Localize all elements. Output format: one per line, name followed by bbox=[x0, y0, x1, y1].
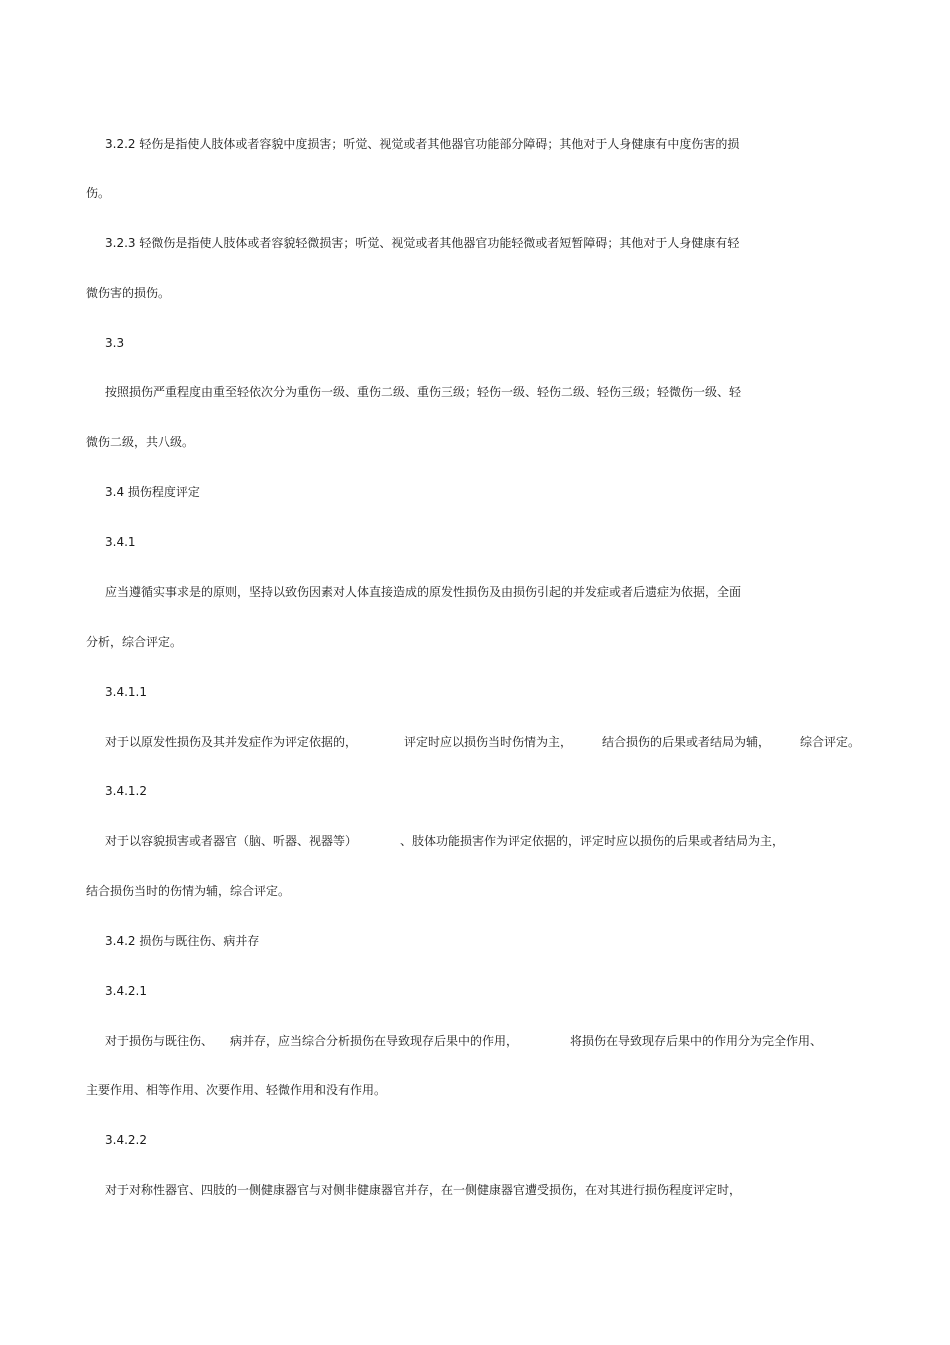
section-heading-3-4-2: 3.4.2 损伤与既往伤、病并存 bbox=[105, 934, 260, 948]
section-number-3-4-1-1: 3.4.1.1 bbox=[105, 685, 147, 699]
paragraph-3-4-2-1-line-1 bbox=[0, 1033, 950, 1049]
section-number-3-3: 3.3 bbox=[105, 336, 125, 350]
paragraph-3-2-2-line-1: 3.2.2 轻伤是指使人肢体或者容貌中度损害；听觉、视觉或者其他器官功能部分障碍；其他对于人身健康有中度伤害的损 bbox=[105, 137, 740, 151]
paragraph-3-4-1-line-1: 应当遵循实事求是的原则，坚持以致伤因素对人体直接造成的原发性损伤及由损伤引起的并发症或者后遗症为依据，全面 bbox=[105, 585, 742, 599]
paragraph-3-4-1-2-segment-1: 对于以容貌损害或者器官（脑、听器、视器等） bbox=[105, 834, 358, 848]
paragraph-3-4-2-2-line-1: 对于对称性器官、四肢的一侧健康器官与对侧非健康器官并存，在一侧健康器官遭受损伤，在对其进行损伤程度评定时， bbox=[105, 1183, 742, 1197]
paragraph-3-4-1-2-segment-2: 、肢体功能损害作为评定依据的，评定时应以损伤的后果或者结局为主， bbox=[400, 834, 785, 848]
paragraph-3-2-2-line-2: 伤。 bbox=[86, 186, 111, 200]
paragraph-3-4-1-1-segment-1: 对于以原发性损伤及其并发症作为评定依据的， bbox=[105, 735, 358, 749]
paragraph-3-3-line-1: 按照损伤严重程度由重至轻依次分为重伤一级、重伤二级、重伤三级；轻伤一级、轻伤二级、轻伤三级；轻微伤一级、轻 bbox=[105, 385, 742, 399]
paragraph-3-4-2-1-segment-3: 将损伤在导致现存后果中的作用分为完全作用、 bbox=[570, 1034, 823, 1048]
paragraph-3-4-1-1-segment-2: 评定时应以损伤当时伤情为主， bbox=[404, 735, 573, 749]
paragraph-3-3-line-2: 微伤二级，共八级。 bbox=[86, 435, 195, 449]
section-number-3-4-1-2: 3.4.1.2 bbox=[105, 784, 147, 798]
paragraph-3-4-1-2-line-1 bbox=[0, 833, 950, 849]
section-number-3-4-1: 3.4.1 bbox=[105, 535, 136, 549]
section-number-3-4-2-1: 3.4.2.1 bbox=[105, 984, 147, 998]
paragraph-3-4-1-1-segment-4: 综合评定。 bbox=[800, 735, 861, 749]
paragraph-3-4-1-1-line bbox=[0, 734, 950, 750]
paragraph-3-4-1-1-segment-3: 结合损伤的后果或者结局为辅， bbox=[602, 735, 771, 749]
section-number-3-4-2-2: 3.4.2.2 bbox=[105, 1133, 147, 1147]
paragraph-3-4-1-2-line-2: 结合损伤当时的伤情为辅，综合评定。 bbox=[86, 884, 291, 898]
paragraph-3-4-1-line-2: 分析，综合评定。 bbox=[86, 635, 183, 649]
paragraph-3-4-2-1-line-2: 主要作用、相等作用、次要作用、轻微作用和没有作用。 bbox=[86, 1083, 387, 1097]
paragraph-3-4-2-1-segment-2: 病并存，应当综合分析损伤在导致现存后果中的作用， bbox=[230, 1034, 519, 1048]
paragraph-3-4-2-1-segment-1: 对于损伤与既往伤、 bbox=[105, 1034, 214, 1048]
paragraph-3-2-3-line-2: 微伤害的损伤。 bbox=[86, 286, 171, 300]
section-heading-3-4: 3.4 损伤程度评定 bbox=[105, 485, 200, 499]
paragraph-3-2-3-line-1: 3.2.3 轻微伤是指使人肢体或者容貌轻微损害；听觉、视觉或者其他器官功能轻微或者短暂障碍；其他对于人身健康有轻 bbox=[105, 236, 740, 250]
